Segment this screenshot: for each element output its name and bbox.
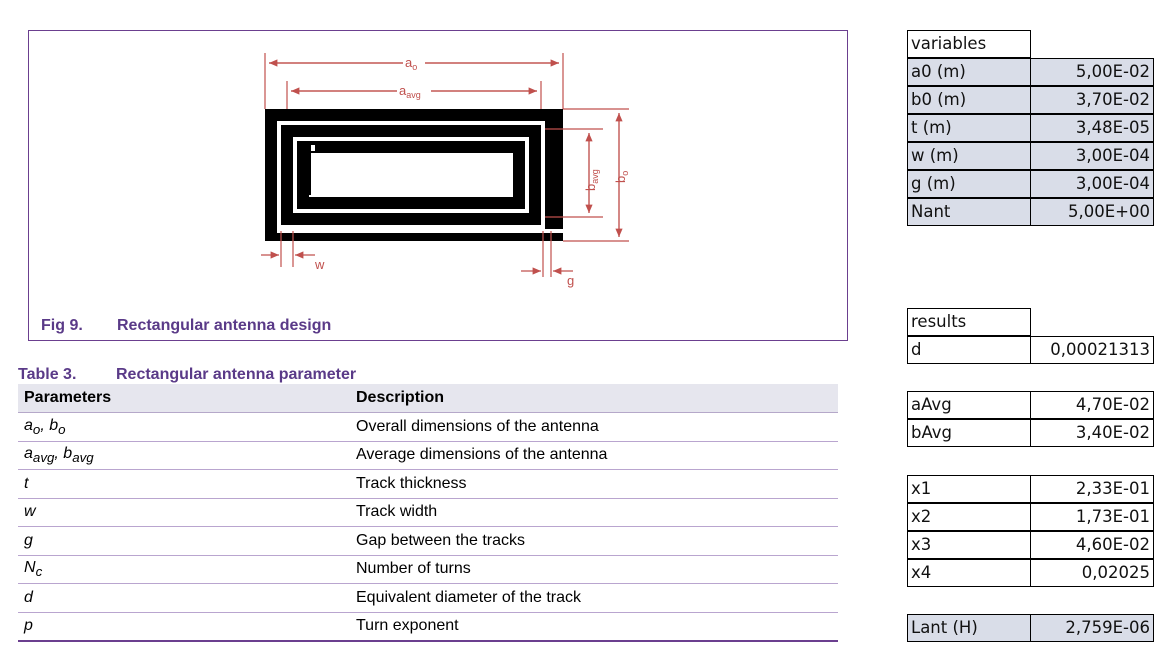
cell-var-value[interactable]: 3,00E-04 bbox=[1030, 142, 1154, 170]
cell-x-value[interactable]: 1,73E-01 bbox=[1030, 503, 1154, 531]
cell-var-value[interactable]: 3,70E-02 bbox=[1030, 86, 1154, 114]
cell-lant-name[interactable]: Lant (H) bbox=[907, 614, 1031, 642]
param-cell: t bbox=[18, 470, 350, 499]
figure-box bbox=[28, 30, 848, 341]
cell-var-value[interactable]: 3,00E-04 bbox=[1030, 170, 1154, 198]
table-row bbox=[18, 527, 838, 556]
cell-var-value[interactable]: 3,48E-05 bbox=[1030, 114, 1154, 142]
cell-x-name[interactable]: x4 bbox=[907, 559, 1031, 587]
cell-var-name[interactable]: Nant bbox=[907, 198, 1031, 226]
param-cell: $a_o$, $b_o$ bbox=[18, 413, 350, 442]
figure-caption bbox=[41, 317, 331, 335]
table-row bbox=[18, 612, 838, 641]
cell-avg-value[interactable]: 4,70E-02 bbox=[1030, 391, 1154, 419]
header-description: Description bbox=[350, 384, 838, 413]
cell-var-value[interactable]: 5,00E+00 bbox=[1030, 198, 1154, 226]
svg-text:bo: $b_o$ bbox=[613, 170, 630, 183]
table-row bbox=[18, 584, 838, 613]
cell-var-name[interactable]: b0 (m) bbox=[907, 86, 1031, 114]
cell-avg-name[interactable]: aAvg bbox=[907, 391, 1031, 419]
table-row bbox=[18, 413, 838, 442]
desc-cell: Number of turns bbox=[350, 555, 838, 584]
table-caption-text: Rectangular antenna parameter bbox=[116, 366, 357, 383]
cell-avg-name[interactable]: bAvg bbox=[907, 419, 1031, 447]
desc-cell: Average dimensions of the antenna bbox=[350, 441, 838, 470]
table-row bbox=[18, 441, 838, 470]
param-cell: p bbox=[18, 612, 350, 641]
svg-text:aavg: $a_{avg}$ bbox=[399, 83, 421, 100]
cell-avg-value[interactable]: 3,40E-02 bbox=[1030, 419, 1154, 447]
cell-var-name[interactable]: w (m) bbox=[907, 142, 1031, 170]
param-cell: $a_{avg}$, $b_{avg}$ bbox=[18, 441, 350, 470]
svg-text:ao: $a_o$ bbox=[405, 55, 418, 72]
param-cell: d bbox=[18, 584, 350, 613]
cell-variables-header[interactable]: variables bbox=[907, 30, 1031, 58]
cell-var-name[interactable]: t (m) bbox=[907, 114, 1031, 142]
figure-caption-number: Fig 9. bbox=[41, 317, 83, 334]
cell-d-name[interactable]: d bbox=[907, 336, 1031, 364]
label-b-o: b bbox=[613, 175, 628, 183]
label-g: g bbox=[567, 273, 575, 288]
param-cell: $N_c$ bbox=[18, 555, 350, 584]
cell-var-name[interactable]: a0 (m) bbox=[907, 58, 1031, 86]
antenna-spiral bbox=[265, 109, 563, 241]
desc-cell: Overall dimensions of the antenna bbox=[350, 413, 838, 442]
param-cell: w bbox=[18, 498, 350, 527]
desc-cell: Turn exponent bbox=[350, 612, 838, 641]
desc-cell: Gap between the tracks bbox=[350, 527, 838, 556]
desc-cell: Track width bbox=[350, 498, 838, 527]
cell-x-value[interactable]: 2,33E-01 bbox=[1030, 475, 1154, 503]
cell-x-value[interactable]: 4,60E-02 bbox=[1030, 531, 1154, 559]
label-a-o: a bbox=[405, 55, 413, 70]
table-caption-number: Table 3. bbox=[18, 366, 77, 383]
cell-x-name[interactable]: x3 bbox=[907, 531, 1031, 559]
header-parameters: Parameters bbox=[18, 384, 350, 413]
table-row bbox=[18, 498, 838, 527]
cell-x-name[interactable]: x2 bbox=[907, 503, 1031, 531]
table-caption bbox=[18, 366, 356, 384]
label-w: w bbox=[315, 257, 325, 272]
svg-text:bavg: $b_{avg}$ bbox=[583, 169, 600, 191]
cell-lant-value[interactable]: 2,759E-06 bbox=[1030, 614, 1154, 642]
desc-cell: Track thickness bbox=[350, 470, 838, 499]
label-b-avg: b bbox=[583, 183, 598, 191]
cell-d-value[interactable]: 0,00021313 bbox=[1030, 336, 1154, 364]
param-cell: g bbox=[18, 527, 350, 556]
table-header-row bbox=[18, 384, 838, 413]
table-row bbox=[18, 555, 838, 584]
table-row bbox=[18, 470, 838, 499]
parameter-table bbox=[18, 384, 838, 642]
cell-var-name[interactable]: g (m) bbox=[907, 170, 1031, 198]
cell-results-header[interactable]: results bbox=[907, 308, 1031, 336]
desc-cell: Equivalent diameter of the track bbox=[350, 584, 838, 613]
cell-x-name[interactable]: x1 bbox=[907, 475, 1031, 503]
antenna-diagram bbox=[29, 31, 849, 311]
cell-var-value[interactable]: 5,00E-02 bbox=[1030, 58, 1154, 86]
cell-x-value[interactable]: 0,02025 bbox=[1030, 559, 1154, 587]
label-a-avg: a bbox=[399, 83, 407, 98]
figure-caption-text: Rectangular antenna design bbox=[117, 317, 332, 334]
